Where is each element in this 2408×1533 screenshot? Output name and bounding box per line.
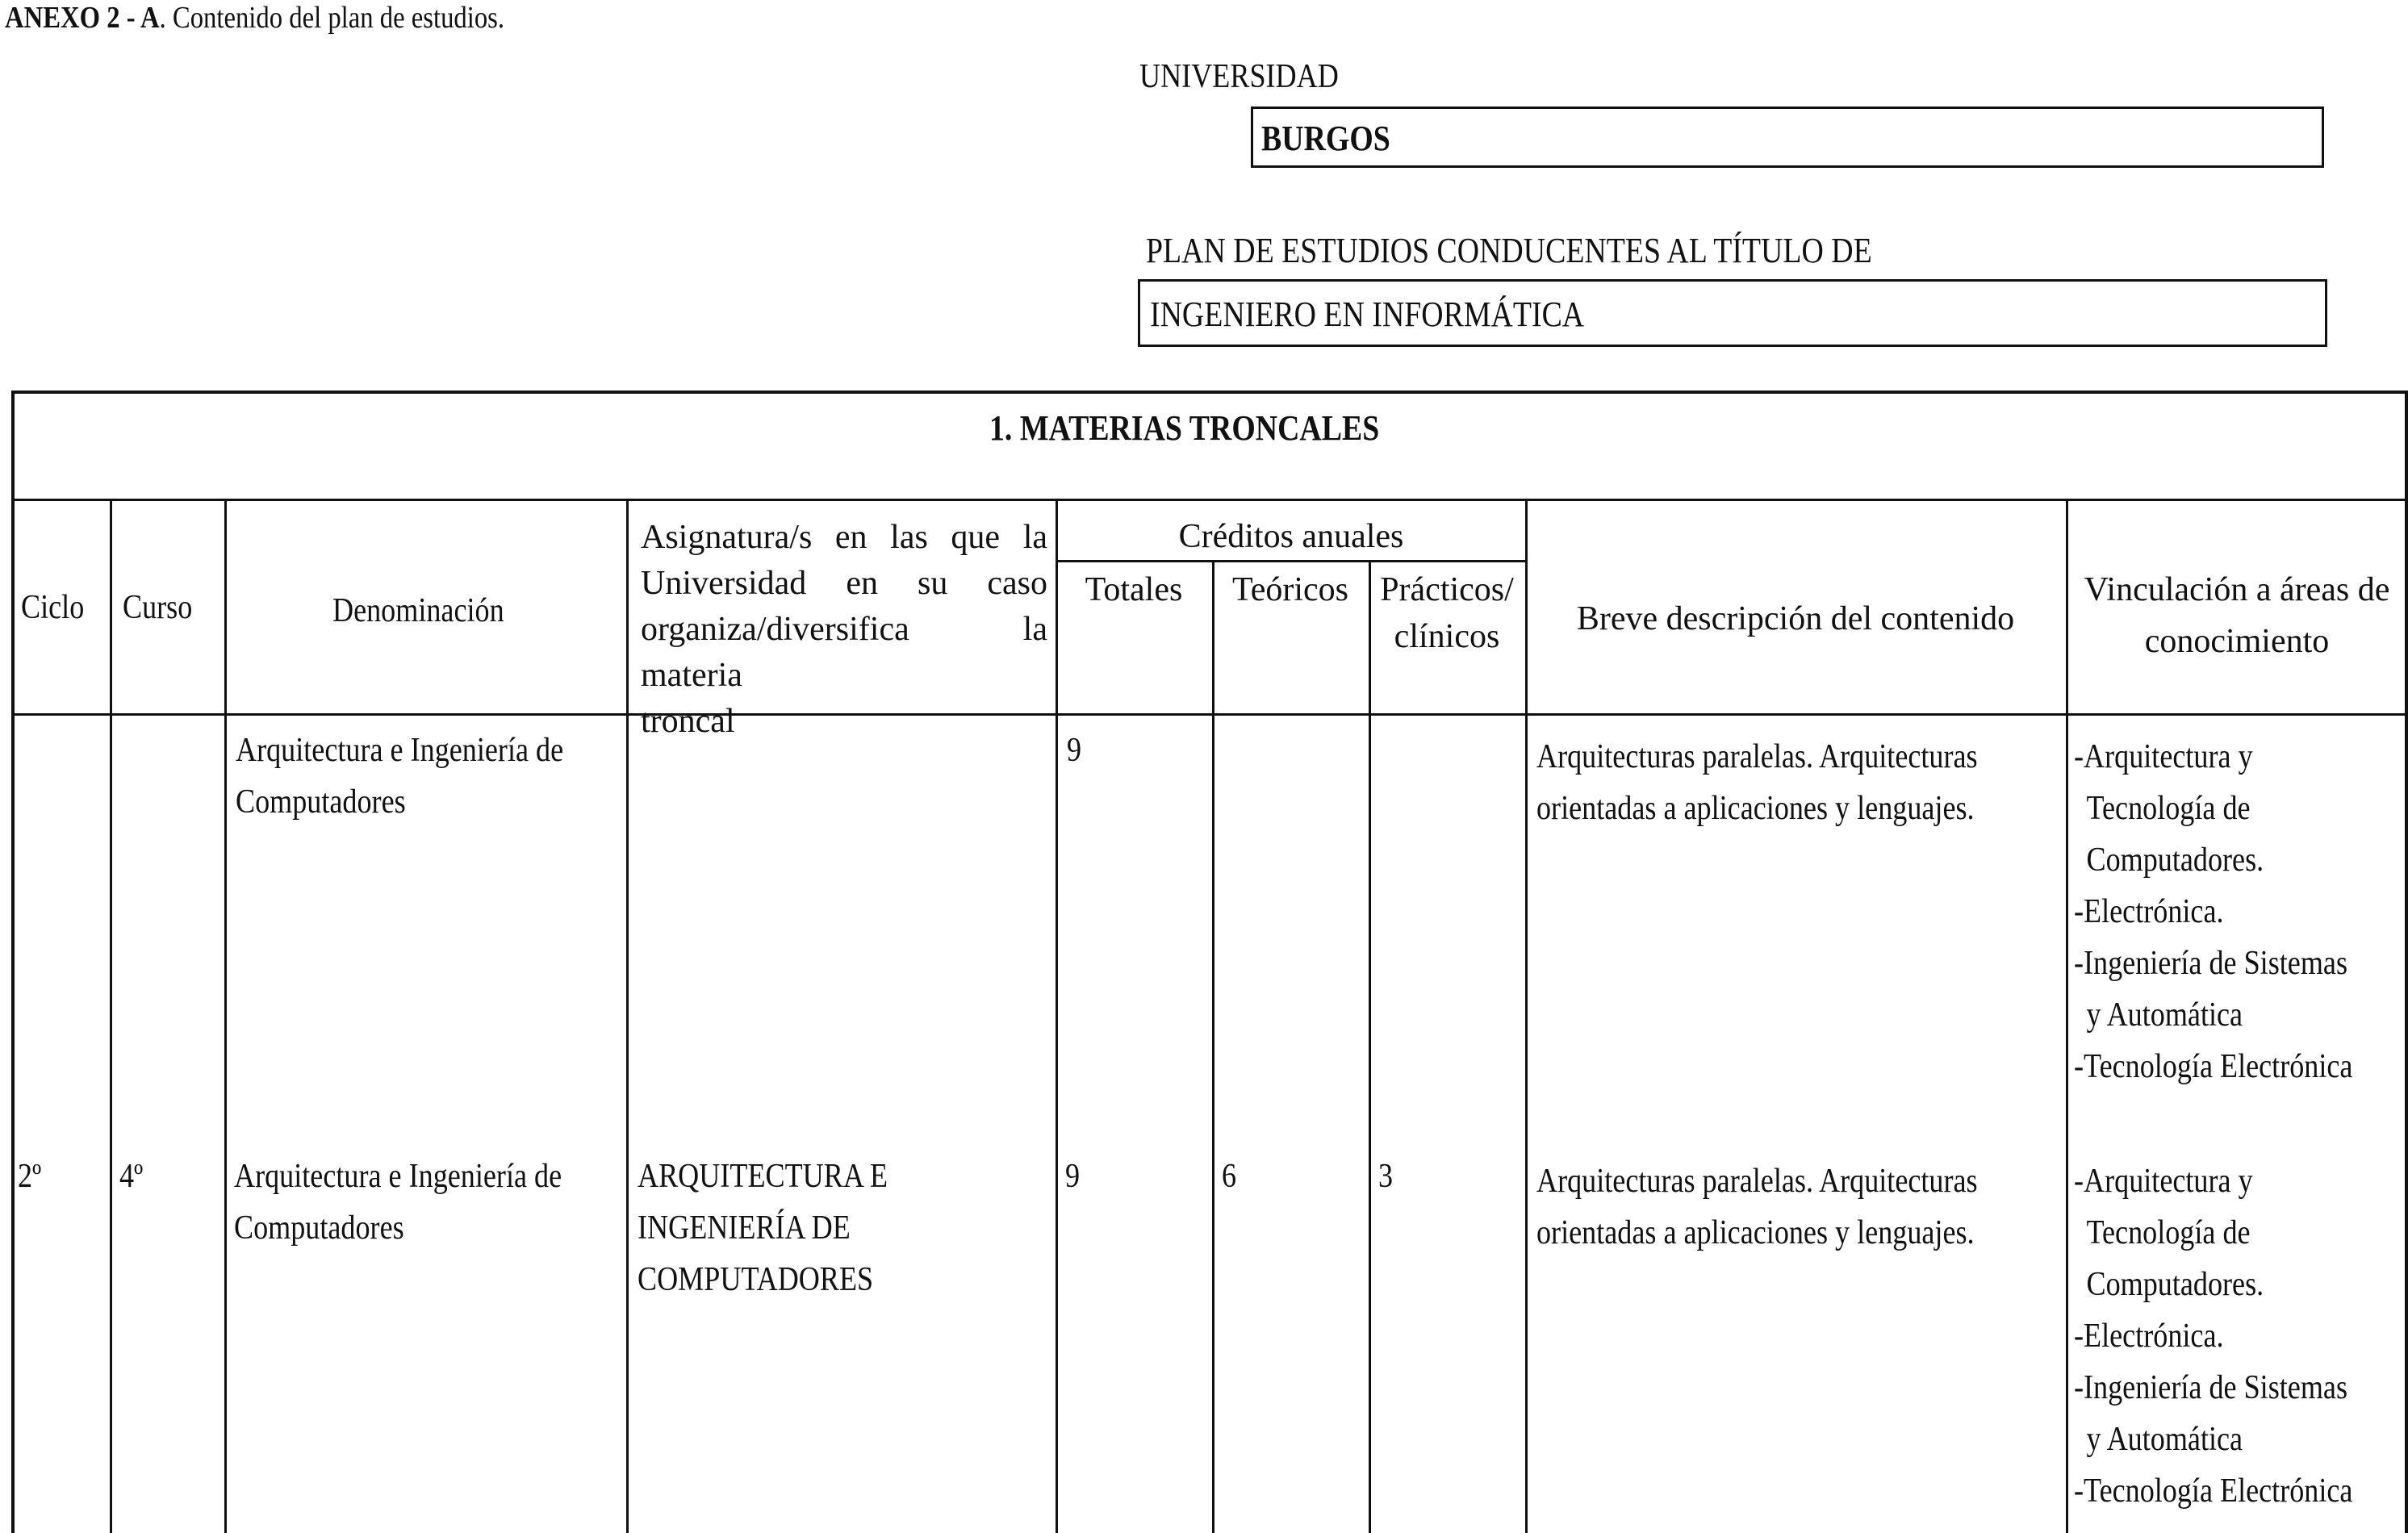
header-totales: Totales [1085, 571, 1183, 608]
header-denominacion: Denominación [332, 592, 504, 629]
descripcion-line: orientadas a aplicaciones y lenguajes. [1536, 790, 1975, 827]
vinculacion-line: -Ingeniería de Sistemas [2074, 1369, 2348, 1406]
annex-code: ANEXO 2 - A [5, 1, 160, 35]
vinculacion-line: -Tecnología Electrónica [2074, 1048, 2353, 1085]
row2-denominacion [234, 1151, 562, 1254]
header-teoricos: Teóricos [1231, 571, 1348, 608]
vinculacion-line: y Automática [2086, 996, 2243, 1034]
header-divider [11, 713, 2408, 716]
col-divider [1369, 562, 1371, 1533]
col-divider [1525, 500, 1528, 1533]
row1-totales: 9 [1067, 732, 1082, 769]
asignatura-line: INGENIERÍA DE [638, 1209, 851, 1247]
asignatura-line: ARQUITECTURA E [638, 1158, 888, 1195]
col-divider [110, 500, 112, 1533]
header-ciclo: Ciclo [21, 589, 85, 626]
vinculacion-line: y Automática [2086, 1421, 2243, 1458]
degree-title-value: INGENIERO EN INFORMÁTICA [1150, 294, 1585, 334]
col-divider [1056, 500, 1058, 1533]
descripcion-line: Arquitecturas paralelas. Arquitecturas [1536, 738, 1978, 775]
header-asignatura-line: organiza/diversifica la materia [641, 611, 1047, 694]
vinculacion-line: -Arquitectura y [2074, 738, 2253, 775]
section-title: 1. MATERIAS TRONCALES [989, 408, 1380, 448]
header-practicos-line: Prácticos/ [1380, 571, 1514, 608]
header-asignatura-line: Asignatura/s en las que la [641, 519, 1047, 556]
header-descripcion: Breve descripción del contenido [1576, 600, 2015, 637]
col-divider [224, 500, 227, 1533]
header-asignatura-line: troncal [641, 703, 735, 740]
vinculacion-line: Tecnología de [2086, 790, 2251, 827]
header-vinculacion-line: conocimiento [2144, 623, 2330, 660]
descripcion-line: orientadas a aplicaciones y lenguajes. [1536, 1214, 1975, 1251]
creditos-divider [1056, 560, 1527, 562]
university-value: BURGOS [1261, 119, 1390, 158]
row2-ciclo: 2º [18, 1158, 42, 1195]
row2-teoricos: 6 [1222, 1158, 1237, 1195]
header-practicos-line: clínicos [1394, 618, 1500, 655]
vinculacion-line: -Ingeniería de Sistemas [2074, 945, 2348, 982]
row2-descripcion [1536, 1155, 1978, 1259]
row2-asignatura [638, 1151, 888, 1305]
row2-totales: 9 [1065, 1158, 1081, 1195]
annex-heading [5, 0, 504, 36]
vinculacion-line: Computadores. [2086, 842, 2264, 879]
vinculacion-line: -Electrónica. [2074, 1318, 2224, 1355]
vinculacion-line: -Arquitectura y [2074, 1163, 2253, 1200]
header-curso: Curso [123, 589, 193, 626]
denominacion-line: Arquitectura e Ingeniería de [236, 732, 564, 769]
asignatura-line: COMPUTADORES [638, 1261, 874, 1298]
row2-vinculacion [2074, 1155, 2352, 1517]
vinculacion-line: Computadores. [2086, 1266, 2264, 1303]
denominacion-line: Computadores [236, 783, 406, 821]
row2-curso: 4º [119, 1158, 144, 1195]
header-asignatura [641, 515, 1047, 745]
header-vinculacion [2066, 570, 2408, 662]
plan-label: PLAN DE ESTUDIOS CONDUCENTES AL TÍTULO DE [1146, 231, 1872, 270]
denominacion-line: Arquitectura e Ingeniería de [234, 1158, 562, 1195]
header-vinculacion-line: Vinculación a áreas de [2084, 571, 2390, 608]
header-practicos [1369, 570, 1525, 657]
row1-denominacion [236, 725, 563, 828]
vinculacion-line: -Tecnología Electrónica [2074, 1472, 2353, 1510]
denominacion-line: Computadores [234, 1209, 404, 1247]
vinculacion-line: -Electrónica. [2074, 893, 2224, 930]
degree-title-box [1138, 279, 2327, 347]
row1-vinculacion [2074, 731, 2352, 1092]
vinculacion-line: Tecnología de [2086, 1214, 2251, 1251]
descripcion-line: Arquitecturas paralelas. Arquitecturas [1536, 1163, 1978, 1200]
university-label: UNIVERSIDAD [1139, 58, 1339, 95]
row1-descripcion [1536, 731, 1978, 834]
row2-practicos: 3 [1378, 1158, 1394, 1195]
section-divider [11, 499, 2408, 501]
header-creditos: Créditos anuales [1178, 518, 1404, 555]
col-divider [626, 500, 629, 1533]
col-divider [1212, 562, 1214, 1533]
header-asignatura-line: Universidad en su caso [641, 565, 1047, 602]
university-box [1251, 107, 2324, 168]
annex-description: . Contenido del plan de estudios. [159, 1, 505, 35]
